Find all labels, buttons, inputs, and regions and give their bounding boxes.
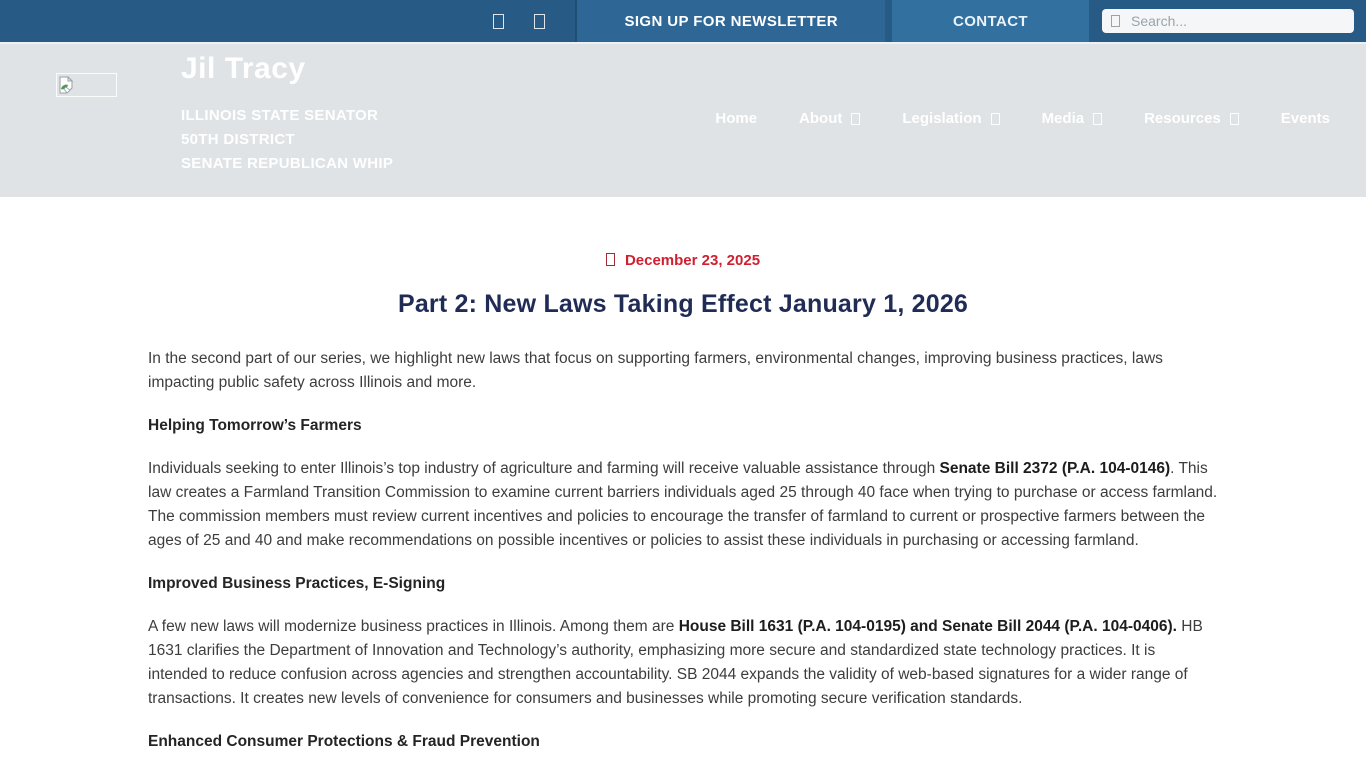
search-box[interactable] [1102, 9, 1354, 33]
dropdown-caret-icon [1230, 113, 1239, 125]
site-subtitle [181, 104, 393, 176]
nav-item-legislation[interactable] [902, 110, 999, 127]
subtitle-line: ILLINOIS STATE SENATOR [181, 107, 379, 124]
nav-item-home[interactable] [715, 110, 757, 127]
subtitle-line: SENATE REPUBLICAN WHIP [181, 155, 394, 172]
dropdown-caret-icon [851, 113, 860, 125]
nav-item-label: About [799, 110, 843, 127]
section-paragraph: A few new laws will modernize business practices in Illinois. Among them are House Bill 1631 (P.A. 104-0195) and Senate Bill 2044 (P.A. 104-0406). HB 1631 clarifies the Department of Innovation and Technology’s authority, emphasizing more secure and standardized state technology practices. It is intended to reduce confusion across agencies and strengthen accountability. SB 2044 expands the validity of web-based signatures for a wider range of transactions. It creates new levels of convenience for consumers and businesses while promoting secure verification standards. [148, 618, 1203, 707]
social-icons [483, 0, 575, 42]
post-date: December 23, 2025 [624, 252, 761, 269]
site-name: Jil Tracy [181, 52, 306, 85]
calendar-icon [606, 253, 615, 266]
search-area [1089, 0, 1366, 42]
section-paragraph: Individuals seeking to enter Illinois’s top industry of agriculture and farming will receive valuable assistance through Senate Bill 2372 (P.A. 104-0146). This law creates a Farmland Transition Commission to examine current barriers individuals aged 25 through 40 face when trying to purchase or access farmland. The commission members must review current incentives and policies to encourage the transfer of farmland to current or prospective farmers between the ages of 25 and 40 and make recommendations on possible incentives or policies to assist these individuals in purchasing or accessing farmland. [148, 460, 1218, 549]
broken-image-icon [58, 76, 74, 94]
nav-item-label: Media [1041, 110, 1085, 127]
site-title-block [181, 52, 393, 176]
social-icon-2[interactable] [534, 14, 545, 29]
main-nav [715, 110, 1330, 127]
section-heading: Enhanced Consumer Protections & Fraud Prevention [148, 733, 540, 750]
nav-item-label: Resources [1144, 110, 1221, 127]
post-date-row [148, 252, 1218, 269]
nav-item-media[interactable] [1042, 110, 1103, 127]
nav-item-about[interactable] [799, 110, 860, 127]
search-input[interactable] [1129, 12, 1345, 30]
subtitle-line: 50TH DISTRICT [181, 131, 295, 148]
nav-item-label: Home [715, 110, 758, 127]
contact-button[interactable]: CONTACT [885, 0, 1089, 42]
site-logo-image[interactable] [56, 73, 117, 97]
intro-paragraph: In the second part of our series, we highlight new laws that focus on supporting farmers, environmental changes, improving business practices, laws impacting public safety across Illinois and more. [148, 350, 1163, 391]
section-heading: Improved Business Practices, E-Signing [148, 575, 446, 592]
section-heading: Helping Tomorrow’s Farmers [148, 417, 362, 434]
nav-item-events[interactable] [1281, 110, 1330, 127]
newsletter-signup-button[interactable]: SIGN UP FOR NEWSLETTER [575, 0, 885, 42]
social-icon-1[interactable] [493, 14, 504, 29]
nav-item-label: Events [1280, 110, 1330, 127]
top-utility-bar [0, 0, 1366, 42]
dropdown-caret-icon [991, 113, 1000, 125]
post-title: Part 2: New Laws Taking Effect January 1, 2026 [397, 290, 969, 318]
article [148, 197, 1218, 751]
article-sections [148, 417, 1218, 751]
nav-item-resources[interactable] [1144, 110, 1239, 127]
search-icon [1111, 15, 1120, 27]
dropdown-caret-icon [1093, 113, 1102, 125]
site-header [0, 42, 1366, 197]
nav-item-label: Legislation [902, 110, 982, 127]
